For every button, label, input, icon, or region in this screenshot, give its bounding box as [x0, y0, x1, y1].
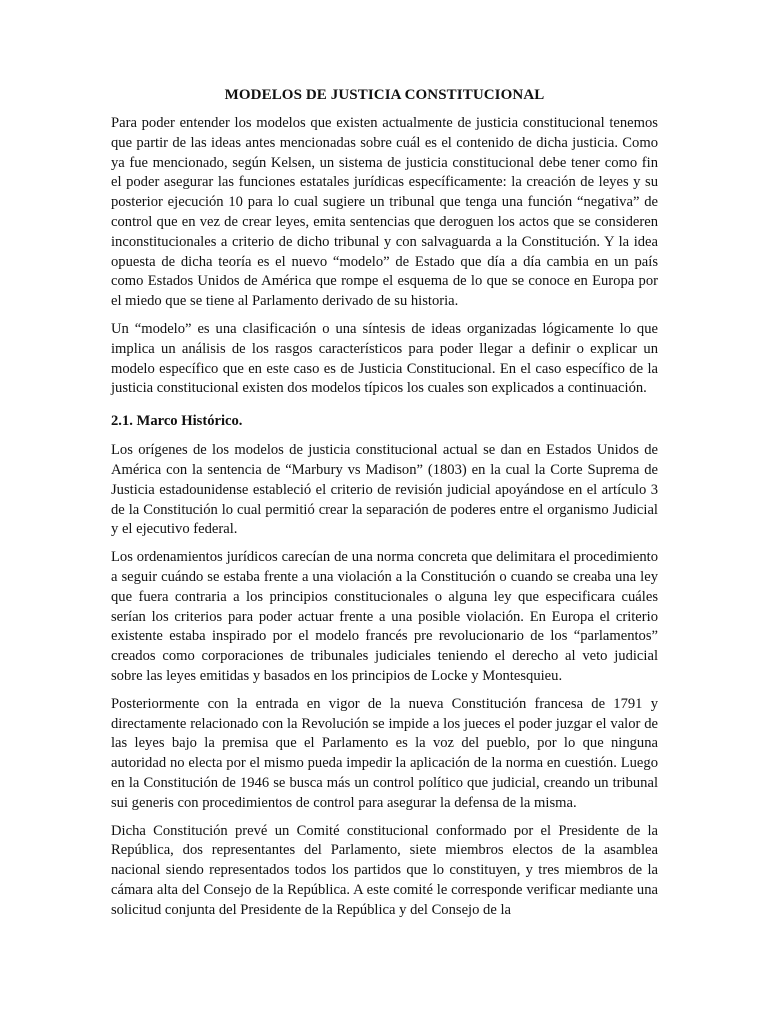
document-title: MODELOS DE JUSTICIA CONSTITUCIONAL [224, 87, 545, 103]
paragraph-intro-1: Para poder entender los modelos que existen actualmente de justicia constitucional tenemos que partir de las ideas antes mencionadas sobre cuál es el contenido de dicha justicia. Como ya fue mencionado, según Kelsen, un sistema de justicia constitucional debe tener como fin el poder asegurar las funciones estatales jurídicas específicamente: la creación de leyes y su posterior ejecución 10 para lo cual sugiere un tribunal que tenga una función “negativa” de control que en vez de crear leyes, emita sentencias que deroguen los actos que se consideren inconstitucionales a criterio de dicho tribunal y con salvaguarda a la Constitución. Y la idea opuesta de dicha teoría es el nuevo “modelo” de Estado que día a día cambia en un país como Estados Unidos de América que rompe el esquema de lo que se conoce en Europa por el miedo que se tiene al Parlamento derivado de su historia. [111, 115, 658, 310]
paragraph-section-3: Posteriormente con la entrada en vigor de la nueva Constitución francesa de 1791 y directamente relacionado con la Revolución se impide a los jueces el poder juzgar el valor de las leyes bajo la premisa que el Parlamento es la voz del pueblo, por lo que ninguna autoridad no electa por el mismo pueda impedir la aplicación de la norma en cuestión. Luego en la Constitución de 1946 se busca más un control político que judicial, creando un tribunal sui generis con procedimientos de control para asegurar la defensa de la misma. [111, 695, 658, 811]
paragraph-intro-2: Un “modelo” es una clasificación o una síntesis de ideas organizadas lógicamente lo que implica un análisis de los rasgos característicos para poder llegar a definir o explicar un modelo específico que en este caso es de Justicia Constitucional. En el caso específico de la justicia constitucional existen dos modelos típicos los cuales son explicados a continuación. [111, 320, 658, 397]
section-heading: 2.1. Marco Histórico. [111, 413, 243, 430]
paragraph-section-4: Dicha Constitución prevé un Comité constitucional conformado por el Presidente de la República, dos representantes del Parlamento, siete miembros electos de la asamblea nacional siendo representados todos los partidos que lo constituyen, y tres miembros de la cámara alta del Consejo de la República. A este comité le corresponde verificar mediante una solicitud conjunta del Presidente de la República y del Consejo de la [111, 822, 658, 918]
paragraph-section-2: Los ordenamientos jurídicos carecían de una norma concreta que delimitara el procedimiento a seguir cuándo se estaba frente a una violación a la Constitución o cuando se creaba una ley que fuera contraria a los principios constitucionales o alguna ley que especificara cuáles serían los criterios para poder actuar frente a una posible violación. En Europa el criterio existente estaba inspirado por el modelo francés pre revolucionario de los “parlamentos” creados como corporaciones de tribunales judiciales teniendo el derecho al veto judicial sobre las leyes emitidas y basados en los principios de Locke y Montesquieu. [111, 549, 658, 684]
paragraph-section-1: Los orígenes de los modelos de justicia constitucional actual se dan en Estados Unidos de América con la sentencia de “Marbury vs Madison” (1803) en la cual la Corte Suprema de Justicia estadounidense estableció el criterio de revisión judicial apoyándose en el artículo 3 de la Constitución lo cual permitió crear la separación de poderes entre el organismo Judicial y el ejecutivo federal. [111, 442, 658, 538]
